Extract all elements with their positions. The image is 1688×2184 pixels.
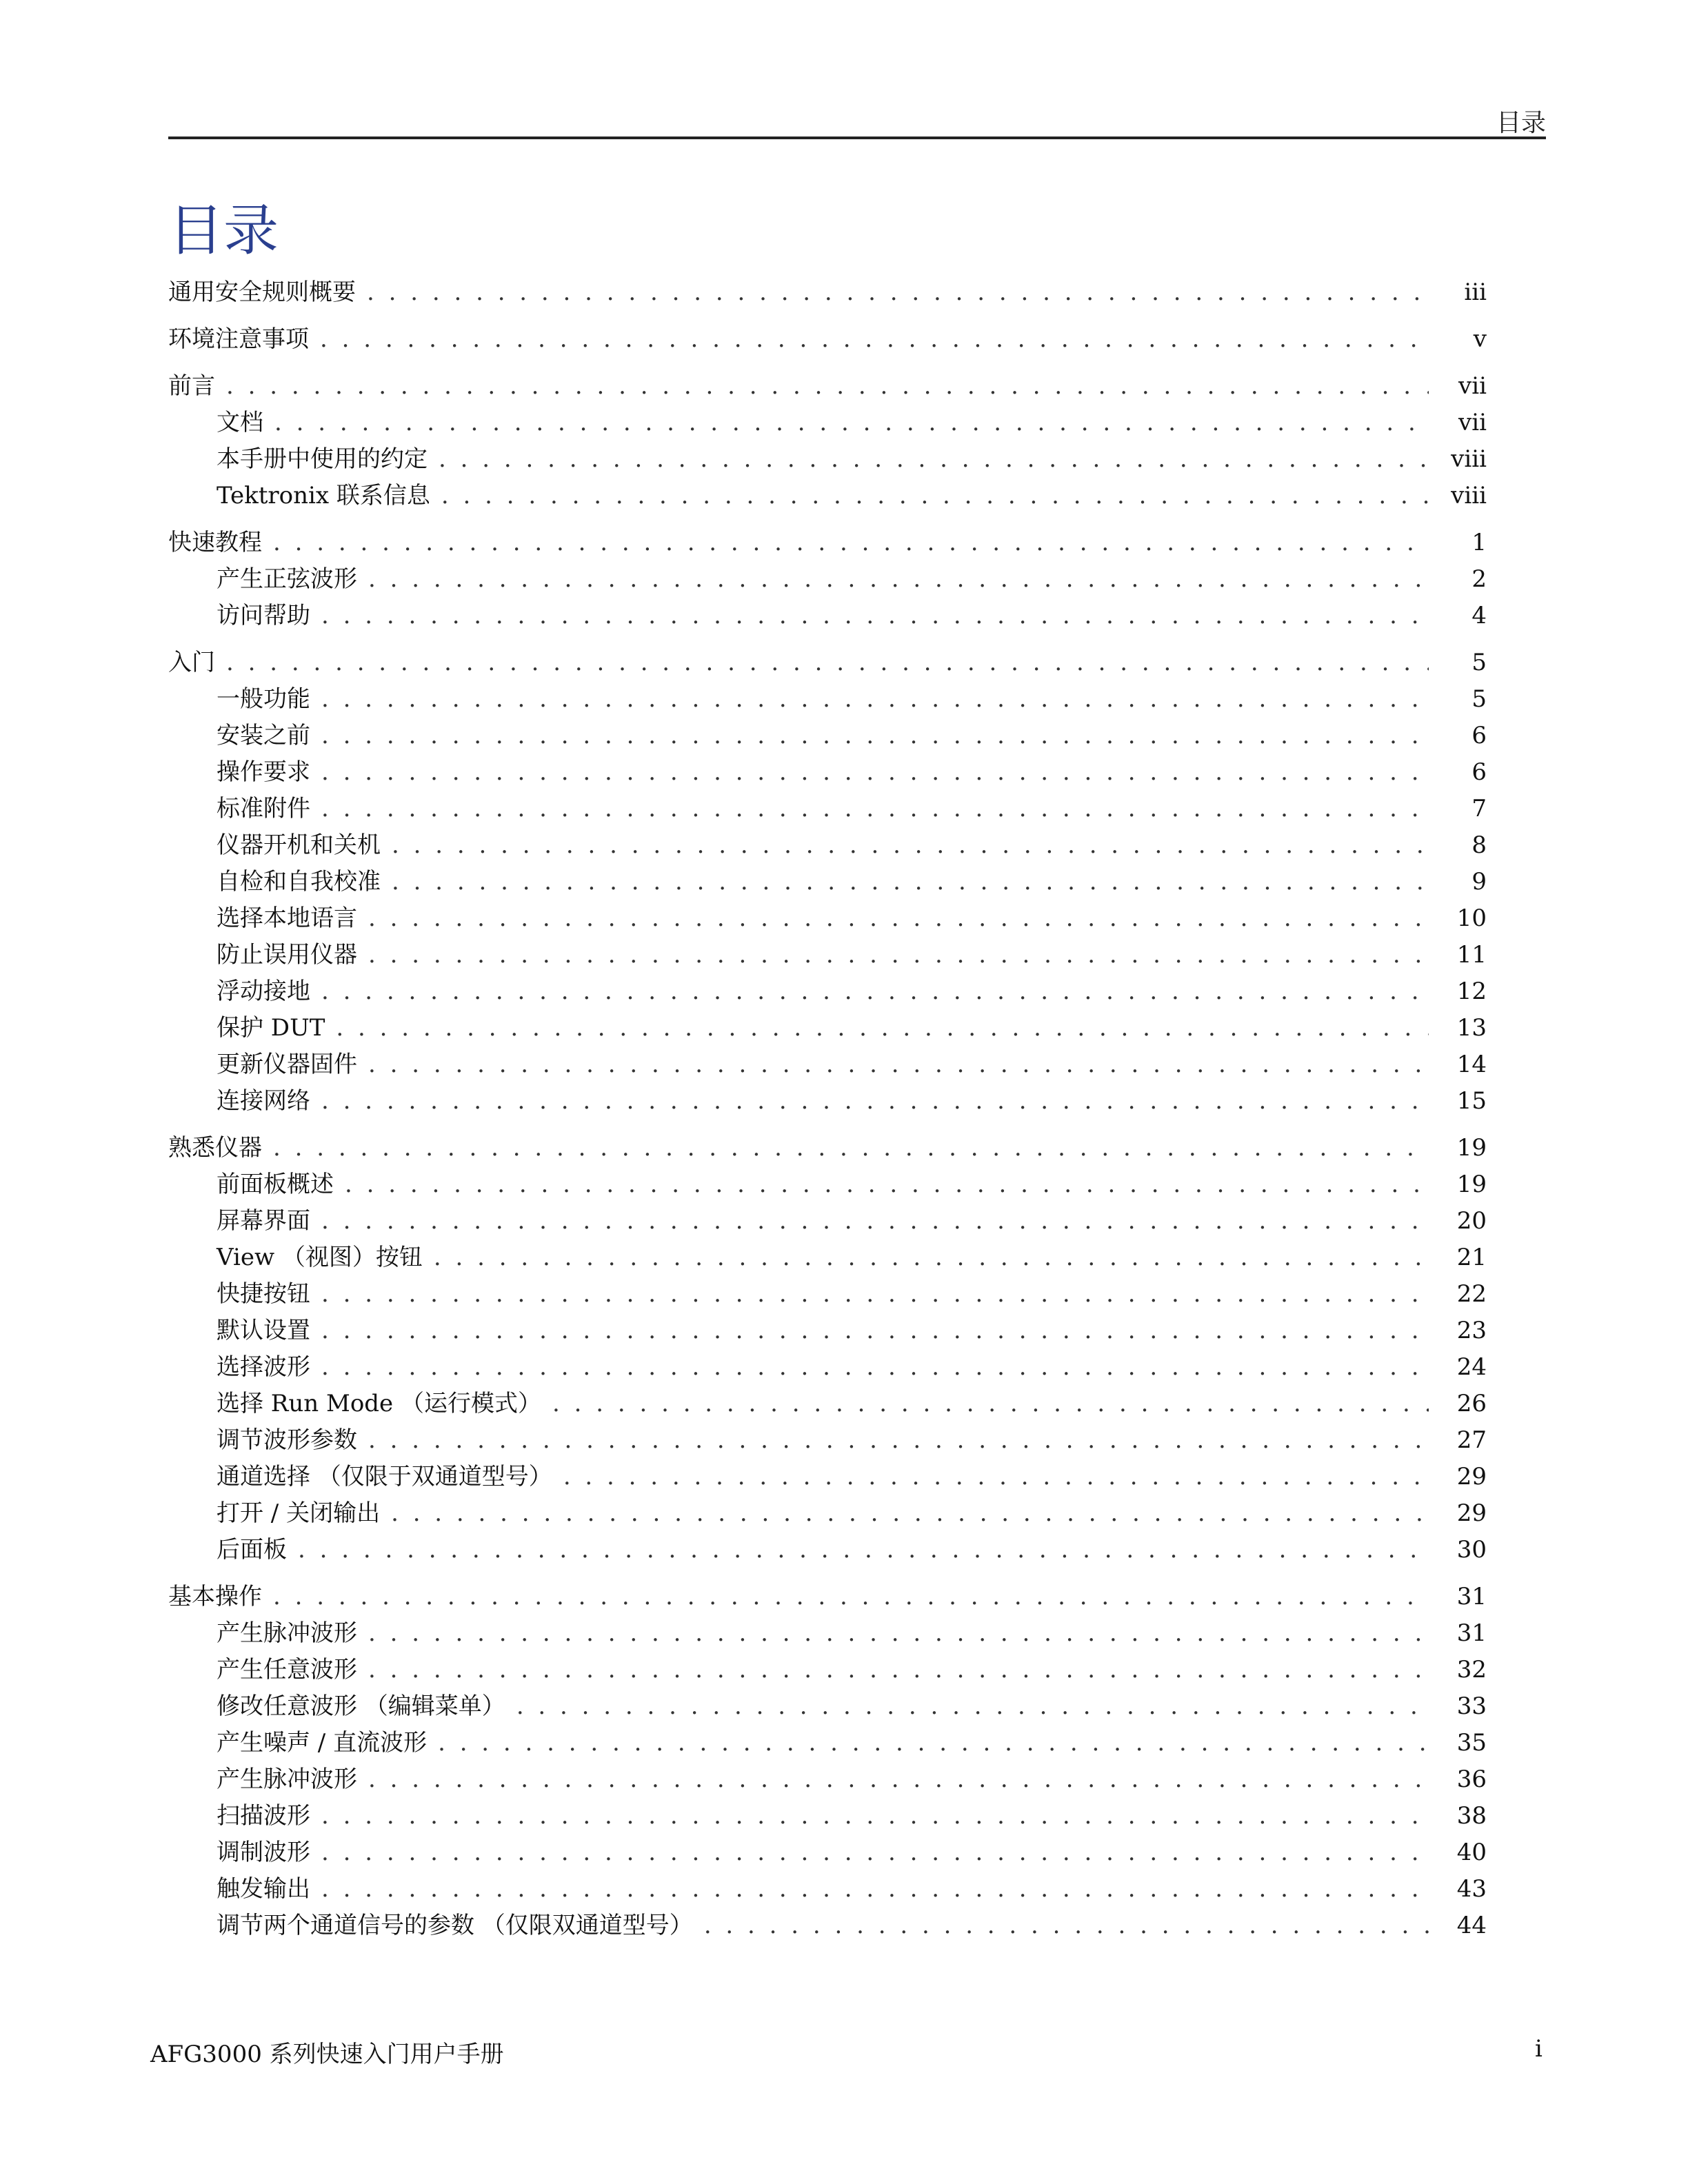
dot-leader	[368, 1615, 1429, 1652]
dot-leader	[368, 900, 1429, 937]
toc-entry-label: 访问帮助	[217, 602, 310, 629]
toc-entry-page: 29	[1456, 1499, 1487, 1527]
dot-leader	[321, 791, 1429, 827]
toc-entry-label: 产生噪声 / 直流波形	[217, 1729, 428, 1757]
toc-subsection-entry[interactable]	[168, 1240, 1487, 1276]
dot-leader	[438, 1725, 1429, 1761]
toc-entry-label: 环境注意事项	[168, 325, 309, 353]
toc-entry-page: 2	[1471, 565, 1487, 593]
toc-subsection-entry[interactable]	[168, 718, 1487, 754]
toc-entry-page: 31	[1456, 1583, 1487, 1610]
toc-entry-page: 32	[1456, 1656, 1487, 1684]
toc-entry-page: 23	[1456, 1317, 1487, 1344]
toc-subsection-entry[interactable]	[168, 791, 1487, 827]
toc-subsection-entry[interactable]	[168, 598, 1487, 634]
dot-leader	[368, 1652, 1429, 1688]
dot-leader	[368, 1761, 1429, 1798]
toc-subsection-entry[interactable]	[168, 827, 1487, 864]
toc-entry-label: 调节波形参数	[217, 1426, 357, 1454]
toc-subsection-entry[interactable]	[168, 1313, 1487, 1349]
toc-subsection-entry[interactable]	[168, 405, 1487, 441]
toc-subsection-entry[interactable]	[168, 1761, 1487, 1798]
dot-leader	[321, 718, 1429, 754]
toc-entry-label: 扫描波形	[217, 1802, 310, 1830]
toc-entry-label: 本手册中使用的约定	[217, 445, 428, 473]
toc-entry-page: 19	[1456, 1134, 1487, 1162]
toc-entry-page: 19	[1456, 1171, 1487, 1198]
toc-entry-label: 连接网络	[217, 1087, 310, 1115]
toc-entry-label: 产生正弦波形	[217, 565, 357, 593]
toc-entry-page: 8	[1471, 831, 1487, 859]
toc-entry-page: 5	[1471, 685, 1487, 713]
toc-subsection-entry[interactable]	[168, 1349, 1487, 1386]
toc-subsection-entry[interactable]	[168, 1495, 1487, 1532]
dot-leader	[321, 1798, 1429, 1834]
toc-subsection-entry[interactable]	[168, 1532, 1487, 1568]
toc-entry-label: 通用安全规则概要	[168, 279, 356, 306]
toc-entry-page: 40	[1456, 1839, 1487, 1866]
toc-entry-label: 打开 / 关闭输出	[217, 1499, 381, 1527]
toc-entry-label: 保护 DUT	[217, 1014, 325, 1042]
toc-entry-page: vii	[1458, 372, 1487, 400]
toc-subsection-entry[interactable]	[168, 1798, 1487, 1834]
toc-subsection-entry[interactable]	[168, 1871, 1487, 1908]
toc-entry-label: 快捷按钮	[217, 1280, 310, 1308]
toc-subsection-entry[interactable]	[168, 441, 1487, 478]
toc-entry-page: viii	[1451, 482, 1487, 509]
toc-entry-page: 24	[1456, 1353, 1487, 1381]
toc-subsection-entry[interactable]	[168, 1276, 1487, 1313]
dot-leader	[368, 937, 1429, 973]
toc-subsection-entry[interactable]	[168, 1166, 1487, 1203]
toc-entry-page: 27	[1456, 1426, 1487, 1454]
toc-subsection-entry[interactable]	[168, 1688, 1487, 1725]
dot-leader	[392, 827, 1429, 864]
dot-leader	[368, 1422, 1429, 1459]
toc-entry-page: 30	[1456, 1536, 1487, 1564]
toc-subsection-entry[interactable]	[168, 1386, 1487, 1422]
toc-entry-page: 36	[1456, 1766, 1487, 1793]
toc-entry-page: 31	[1456, 1619, 1487, 1647]
dot-leader	[226, 368, 1429, 405]
toc-section-entry[interactable]	[168, 525, 1487, 561]
dot-leader	[274, 405, 1429, 441]
dot-leader	[321, 1871, 1429, 1908]
dot-leader	[321, 754, 1429, 791]
toc-entry-page: 7	[1471, 795, 1487, 822]
toc-entry-page: 6	[1471, 722, 1487, 749]
toc-section-entry[interactable]	[168, 274, 1487, 311]
toc-entry-page: 43	[1456, 1875, 1487, 1903]
toc-entry-page: 1	[1471, 529, 1487, 556]
toc-entry-page: 15	[1456, 1087, 1487, 1115]
toc-entry-label: 标准附件	[217, 795, 310, 822]
dot-leader	[321, 681, 1429, 718]
dot-leader	[321, 1313, 1429, 1349]
toc-subsection-entry[interactable]	[168, 1203, 1487, 1240]
table-of-contents	[168, 274, 1487, 1944]
dot-leader	[552, 1386, 1429, 1422]
toc-subsection-entry[interactable]	[168, 1834, 1487, 1871]
toc-section-entry[interactable]	[168, 1579, 1487, 1615]
dot-leader	[321, 598, 1429, 634]
toc-subsection-entry[interactable]	[168, 1083, 1487, 1120]
toc-entry-page: 14	[1456, 1051, 1487, 1078]
toc-entry-label: 屏幕界面	[217, 1207, 310, 1235]
toc-entry-label: 快速教程	[168, 529, 262, 556]
dot-leader	[298, 1532, 1429, 1568]
dot-leader	[321, 1203, 1429, 1240]
toc-entry-page: vii	[1458, 409, 1487, 436]
toc-subsection-entry[interactable]	[168, 973, 1487, 1010]
toc-section-entry[interactable]	[168, 321, 1487, 358]
toc-section-entry[interactable]	[168, 1130, 1487, 1166]
dot-leader	[367, 274, 1429, 311]
toc-entry-label: 产生脉冲波形	[217, 1766, 357, 1793]
dot-leader	[516, 1688, 1429, 1725]
toc-entry-label: View （视图）按钮	[217, 1244, 423, 1271]
toc-entry-label: 前言	[168, 372, 215, 400]
toc-subsection-entry[interactable]	[168, 900, 1487, 937]
toc-entry-page: 11	[1456, 941, 1487, 969]
toc-entry-label: 选择本地语言	[217, 904, 357, 932]
running-header: 目录	[1496, 109, 1546, 137]
toc-subsection-entry[interactable]	[168, 1652, 1487, 1688]
toc-entry-label: 选择波形	[217, 1353, 310, 1381]
dot-leader	[439, 441, 1429, 478]
dot-leader	[563, 1459, 1429, 1495]
toc-entry-label: 操作要求	[217, 758, 310, 786]
toc-entry-page: 13	[1456, 1014, 1487, 1042]
footer-manual-title: AFG3000 系列快速入门用户手册	[150, 2041, 504, 2068]
dot-leader	[368, 1046, 1429, 1083]
toc-entry-label: 通道选择 （仅限于双通道型号）	[217, 1463, 552, 1490]
dot-leader	[391, 1495, 1429, 1532]
toc-entry-page: 4	[1471, 602, 1487, 629]
toc-subsection-entry[interactable]	[168, 754, 1487, 791]
toc-subsection-entry[interactable]	[168, 864, 1487, 900]
toc-subsection-entry[interactable]	[168, 561, 1487, 598]
dot-leader	[321, 1349, 1429, 1386]
dot-leader	[321, 973, 1429, 1010]
toc-entry-page: iii	[1464, 279, 1487, 306]
dot-leader	[273, 525, 1429, 561]
toc-entry-label: 基本操作	[168, 1583, 262, 1610]
toc-subsection-entry[interactable]	[168, 1725, 1487, 1761]
toc-entry-page: v	[1473, 325, 1487, 353]
toc-section-entry[interactable]	[168, 368, 1487, 405]
toc-entry-page: 29	[1456, 1463, 1487, 1490]
toc-entry-label: 触发输出	[217, 1875, 310, 1903]
toc-entry-label: 前面板概述	[217, 1171, 334, 1198]
toc-entry-label: 后面板	[217, 1536, 287, 1564]
toc-subsection-entry[interactable]	[168, 1010, 1487, 1046]
toc-entry-page: 33	[1456, 1692, 1487, 1720]
toc-subsection-entry[interactable]	[168, 1422, 1487, 1459]
dot-leader	[320, 321, 1429, 358]
toc-entry-label: 安装之前	[217, 722, 310, 749]
toc-entry-page: viii	[1451, 445, 1487, 473]
toc-entry-label: 一般功能	[217, 685, 310, 713]
toc-subsection-entry[interactable]	[168, 1459, 1487, 1495]
dot-leader	[321, 1834, 1429, 1871]
toc-entry-label: 修改任意波形 （编辑菜单）	[217, 1692, 505, 1720]
toc-entry-label: 选择 Run Mode （运行模式）	[217, 1390, 541, 1417]
dot-leader	[368, 561, 1429, 598]
toc-entry-page: 38	[1456, 1802, 1487, 1830]
toc-entry-label: 自检和自我校准	[217, 868, 381, 896]
dot-leader	[273, 1579, 1429, 1615]
toc-entry-page: 22	[1456, 1280, 1487, 1308]
page-title: 目录	[168, 199, 279, 263]
toc-entry-page: 5	[1471, 649, 1487, 676]
footer-page-number: i	[1535, 2035, 1543, 2063]
toc-subsection-entry[interactable]	[168, 1908, 1487, 1944]
toc-subsection-entry[interactable]	[168, 937, 1487, 973]
dot-leader	[321, 1276, 1429, 1313]
toc-subsection-entry[interactable]	[168, 478, 1487, 514]
toc-entry-label: 调制波形	[217, 1839, 310, 1866]
dot-leader	[273, 1130, 1429, 1166]
dot-leader	[226, 645, 1429, 681]
dot-leader	[441, 478, 1429, 514]
toc-entry-label: Tektronix 联系信息	[217, 482, 430, 509]
toc-entry-page: 9	[1471, 868, 1487, 896]
dot-leader	[321, 1083, 1429, 1120]
dot-leader	[392, 864, 1429, 900]
toc-entry-label: 产生任意波形	[217, 1656, 357, 1684]
dot-leader	[345, 1166, 1429, 1203]
toc-entry-page: 26	[1456, 1390, 1487, 1417]
dot-leader	[336, 1010, 1429, 1046]
toc-entry-page: 10	[1456, 904, 1487, 932]
toc-entry-label: 默认设置	[217, 1317, 310, 1344]
toc-entry-page: 44	[1456, 1912, 1487, 1939]
toc-entry-page: 35	[1456, 1729, 1487, 1757]
toc-subsection-entry[interactable]	[168, 681, 1487, 718]
toc-entry-label: 更新仪器固件	[217, 1051, 357, 1078]
toc-entry-label: 文档	[217, 409, 263, 436]
toc-subsection-entry[interactable]	[168, 1615, 1487, 1652]
toc-entry-page: 12	[1456, 978, 1487, 1005]
toc-entry-label: 产生脉冲波形	[217, 1619, 357, 1647]
toc-entry-label: 防止误用仪器	[217, 941, 357, 969]
toc-entry-page: 6	[1471, 758, 1487, 786]
header-rule	[168, 136, 1546, 139]
toc-entry-label: 入门	[168, 649, 215, 676]
toc-entry-page: 21	[1456, 1244, 1487, 1271]
toc-entry-label: 调节两个通道信号的参数 （仅限双通道型号）	[217, 1912, 693, 1939]
toc-entry-page: 20	[1456, 1207, 1487, 1235]
toc-section-entry[interactable]	[168, 645, 1487, 681]
toc-entry-label: 浮动接地	[217, 978, 310, 1005]
dot-leader	[434, 1240, 1429, 1276]
dot-leader	[704, 1908, 1429, 1944]
toc-entry-label: 熟悉仪器	[168, 1134, 262, 1162]
toc-subsection-entry[interactable]	[168, 1046, 1487, 1083]
toc-entry-label: 仪器开机和关机	[217, 831, 381, 859]
